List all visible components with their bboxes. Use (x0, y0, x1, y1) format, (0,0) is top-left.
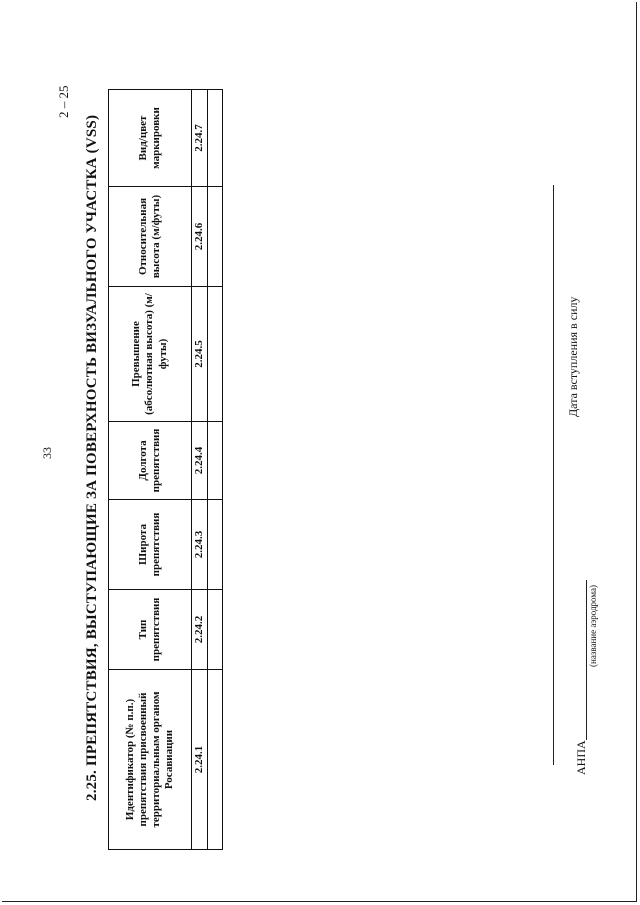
aerodrome-name-caption: (название аэродрома) (588, 585, 598, 667)
empty-cell (208, 590, 223, 670)
empty-cell (208, 187, 223, 287)
empty-cell (208, 500, 223, 590)
ref-cell: 2.24.2 (192, 590, 208, 670)
header-cell: Тип препятствия (109, 590, 192, 670)
empty-cell (208, 670, 223, 850)
page-number: 33 (40, 447, 54, 459)
footer-rule (553, 185, 554, 765)
empty-cell (208, 287, 223, 422)
header-cell: Идентификатор (№ п.п.) препятствия присвоенный территориальным органом Росавиации (109, 670, 192, 850)
aerodrome-name-line (586, 580, 587, 740)
table-header-row (109, 90, 192, 850)
ref-cell: 2.24.6 (192, 187, 208, 287)
header-cell: Относительная высота (м/футы) (109, 187, 192, 287)
effective-date-label: Дата вступления в силу (566, 296, 580, 417)
sheet-code: 2 – 25 (56, 85, 71, 118)
ref-cell: 2.24.4 (192, 422, 208, 500)
table-row (208, 90, 223, 850)
header-cell: Вид/цвет маркировки (109, 90, 192, 187)
ref-cell: 2.24.1 (192, 670, 208, 850)
empty-cell (208, 90, 223, 187)
ref-cell: 2.24.3 (192, 500, 208, 590)
header-cell: Превышение (абсолютная высота) (м/футы) (109, 287, 192, 422)
header-cell: Долгота препятствия (109, 422, 192, 500)
ref-cell: 2.24.5 (192, 287, 208, 422)
section-title: 2.25. ПРЕПЯТСТВИЯ, ВЫСТУПАЮЩИЕ ЗА ПОВЕРХНОСТЬ ВИЗУАЛЬНОГО УЧАСТКА (VSS) (84, 114, 100, 801)
empty-cell (208, 422, 223, 500)
obstacles-table (108, 89, 223, 850)
header-cell: Широта препятствия (109, 500, 192, 590)
table-row (192, 90, 208, 850)
ref-cell: 2.24.7 (192, 90, 208, 187)
aip-label: АНПА (574, 740, 588, 775)
